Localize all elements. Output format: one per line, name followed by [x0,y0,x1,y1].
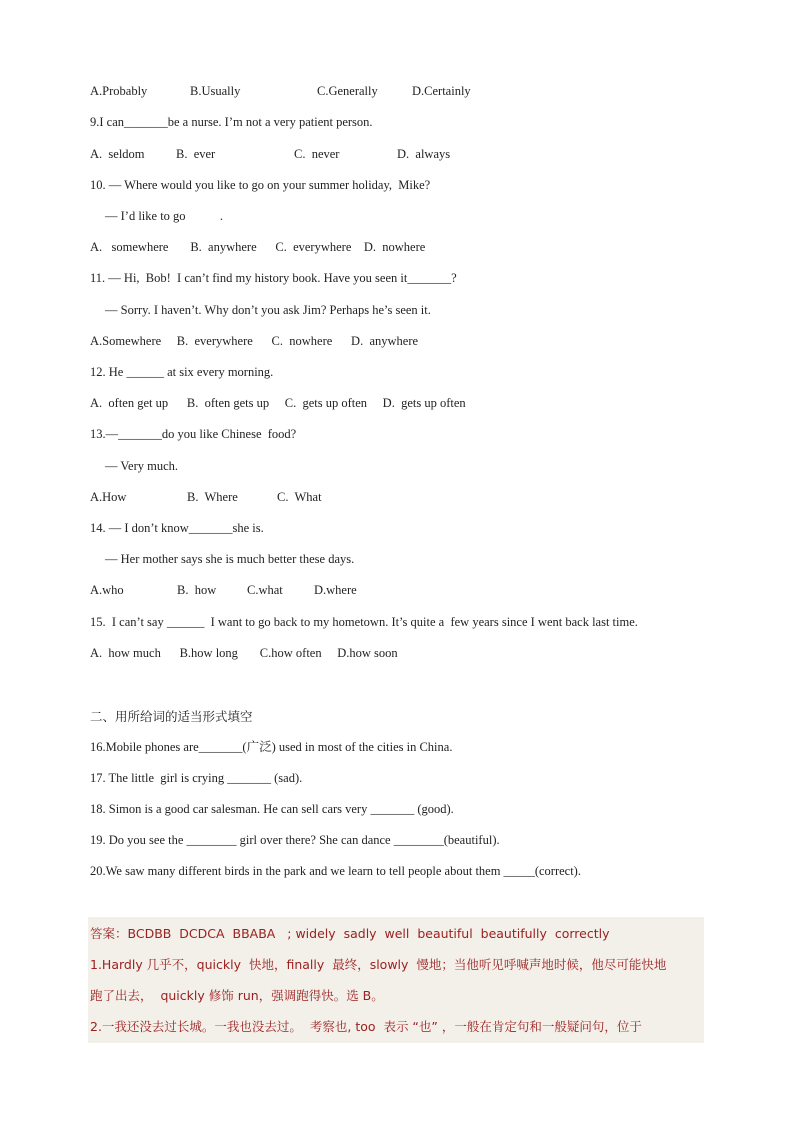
q13-reply: — Very much. [105,459,179,473]
q12-stem: 12. He ______ at six every morning. [90,365,274,379]
q11-options: A.Somewhere B. everywhere C. nowhere D. anywhere [90,334,419,348]
q13-option-b: B. Where [187,490,238,504]
q11-stem: 11. — Hi, Bob! I can’t find my history book. Have you seen it_______? [90,271,457,285]
q15-options: A. how much B.how long C.how often D.how soon [90,646,398,660]
q13-option-c: C. What [277,490,322,504]
q8-option-c: C.Generally [317,84,378,98]
answer-key: 答案：BCDBB DCDCA BBABA ; widely sadly well beautiful beautifully correctly [90,926,610,941]
q15-stem: 15. I can’t say ______ I want to go back to my hometown. It’s quite a few years since I went back last time. [90,615,638,629]
q14-stem: 14. — I don’t know_______she is. [90,521,264,535]
section-2-title: 二、用所给词的适当形式填空 [90,709,253,724]
explanation-1-line-1: 1.Hardly 几乎不，quickly 快地，finally 最终，slowly 慢地；当他听见呼喊声地时候，他尽可能快地 [90,957,667,972]
q14-option-d: D.where [314,583,357,597]
fill-q16: 16.Mobile phones are_______(广泛) used in most of the cities in China. [90,740,453,754]
q8-option-d: D.Certainly [412,84,471,98]
q9-option-c: C. never [294,147,340,161]
answer-box [88,917,704,1043]
fill-q17: 17. The little girl is crying _______ (sad). [90,771,303,785]
q14-option-a: A.who [90,583,124,597]
q10-stem: 10. — Where would you like to go on your summer holiday, Mike? [90,178,431,192]
fill-q18: 18. Simon is a good car salesman. He can sell cars very _______ (good). [90,802,454,816]
q9-option-b: B. ever [176,147,216,161]
explanation-2-line-1: 2.一我还没去过长城。一我也没去过。 考察也, too 表示 “也” ，一般在肯定句和一般疑问句，位于 [90,1019,642,1034]
q12-options: A. often get up B. often gets up C. gets up often D. gets up often [90,396,466,410]
fill-q20: 20.We saw many different birds in the park and we learn to tell people about them _____(correct). [90,864,581,878]
q14-reply: — Her mother says she is much better these days. [105,552,355,566]
q13-option-a: A.How [90,490,127,504]
q14-option-c: C.what [247,583,283,597]
q14-option-b: B. how [177,583,217,597]
q8-option-a: A.Probably [90,84,148,98]
q9-stem: 9.I can_______be a nurse. I’m not a very patient person. [90,115,373,129]
q10-options: A. somewhere B. anywhere C. everywhere D. nowhere [90,240,426,254]
explanation-1-line-2: 跑了出去， quickly 修饰 run，强调跑得快。选 B。 [90,988,384,1003]
q8-option-b: B.Usually [190,84,241,98]
q9-option-d: D. always [397,147,451,161]
q9-option-a: A. seldom [90,147,145,161]
q10-reply: — I’d like to go . [105,209,224,223]
q13-stem: 13.—_______do you like Chinese food? [90,427,297,441]
q11-reply: — Sorry. I haven’t. Why don’t you ask Jim? Perhaps he’s seen it. [105,303,431,317]
fill-q19: 19. Do you see the ________ girl over there? She can dance ________(beautiful). [90,833,500,847]
